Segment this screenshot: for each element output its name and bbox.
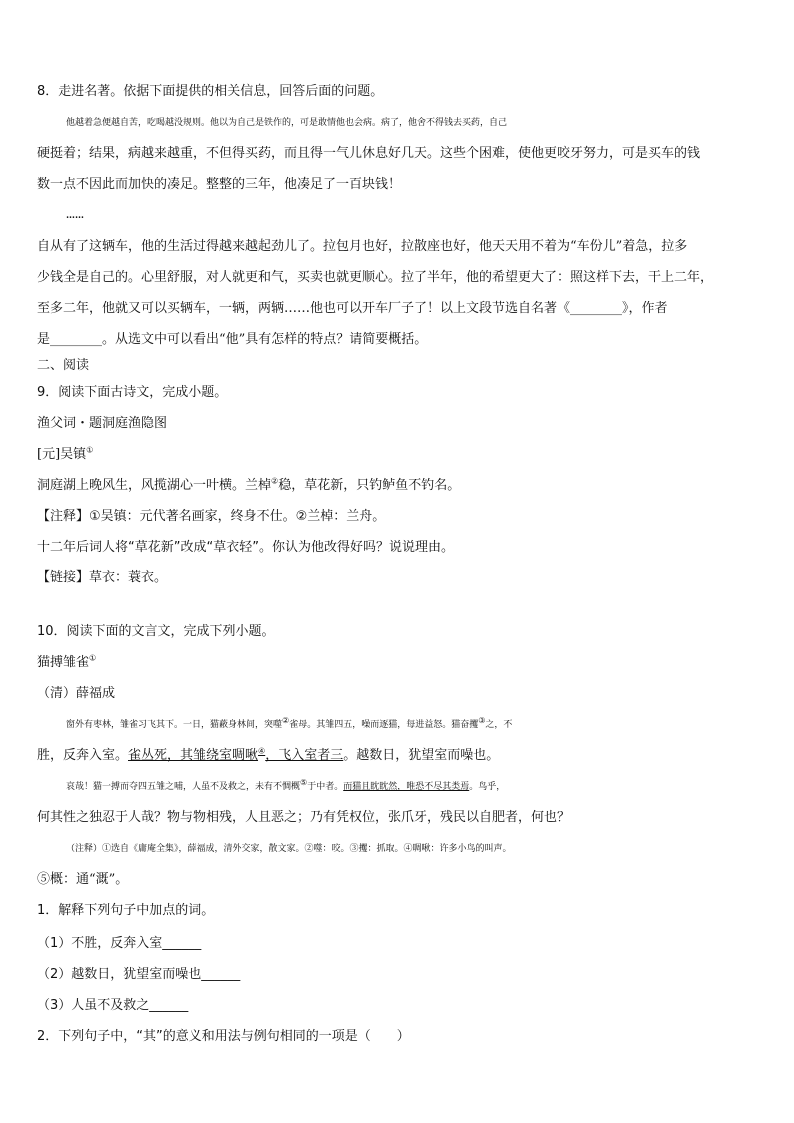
footnote-marker: ③ — [478, 716, 486, 725]
poem-verse: 洞庭湖上晚风生，风揽湖心一叶横。兰棹②稳，草花新，只钓鲈鱼不钓名。 — [37, 476, 461, 493]
poem-title: 渔父词・题洞庭渔隐图 — [37, 416, 168, 431]
q8-passage-line: 至多二年，他就又可以买辆车，一辆，两辆……他也可以开车厂子了！以上文段节选自名著《________》，作者 — [37, 301, 668, 316]
q8-title: 8．走进名著。依据下面提供的相关信息，回答后面的问题。 — [37, 84, 384, 99]
q10-notes: （注释）①选自《庸庵全集》，薛福成，清外交家，散文家。②噬：咬。③攫：抓取。④啁啾：许多小鸟的叫声。 — [66, 844, 512, 854]
classical-text-line: 窗外有枣林，雏雀习飞其下。一日，猫蔽身林间，突噬②雀母。其雏四五，噪而逐猫，每进益怒。猫奋攫③之，不 — [66, 716, 513, 730]
q9-question: 十二年后词人将“草花新”改成“草衣轻”。你认为他改得好吗？说说理由。 — [37, 540, 454, 555]
classical-text-title: 猫搏雏雀① — [37, 653, 97, 670]
section-heading: 二、阅读 — [37, 358, 90, 373]
q10-title: 10．阅读下面的文言文，完成下列小题。 — [37, 624, 275, 639]
q8-passage-line: 数一点不因此而加快的凑足。整整的三年，他凑足了一百块钱！ — [37, 177, 402, 192]
footnote-marker: ⑤ — [300, 778, 308, 787]
footnote-marker: ① — [86, 445, 94, 455]
classical-text-line: 哀哉！猫一搏而夺四五雏之哺，人虽不及救之，未有不惆概⑤于中者。而猫且眈眈然，唯恐不尽其类焉。鸟乎， — [66, 778, 506, 792]
classical-text-line: 何其性之独忍于人哉？物与物相残，人且恶之；乃有凭权位，张爪牙，残民以自肥者，何也？ — [37, 810, 571, 825]
q9-annotation: 【注释】①吴镇：元代著名画家，终身不仕。②兰棹：兰舟。 — [37, 509, 386, 524]
sub-question-item: （1）不胜，反奔入室______ — [37, 936, 202, 951]
underlined-sentence: 雀丛死，其雏绕室啁啾 — [128, 748, 259, 763]
poem-author: [元]吴镇① — [37, 445, 94, 462]
footnote-marker: ④ — [258, 746, 266, 756]
q8-passage-line: 自从有了这辆车，他的生活过得越来越起劲儿了。拉包月也好，拉散座也好，他天天用不着为“车份儿”着急，拉多 — [37, 239, 688, 254]
sub-question-2-title: 2．下列句子中，“其”的意义和用法与例句相同的一项是（ ） — [37, 1029, 410, 1044]
q10-notes: ⑤概：通“溉”。 — [37, 872, 129, 887]
q9-title: 9．阅读下面古诗文，完成小题。 — [37, 385, 228, 400]
underlined-sentence: 而猫且眈眈然，唯恐不尽其类焉 — [343, 782, 470, 792]
q8-ellipsis: …… — [66, 211, 84, 221]
q8-passage-line: 硬挺着；结果，病越来越重，不但得买药，而且得一气儿休息好几天。这些个困难，使他更咬牙努力，可是买车的钱 — [37, 146, 701, 161]
sub-question-item: （2）越数日，犹望室而噪也______ — [37, 967, 241, 982]
q8-passage-line: 他越着急便越自苦，吃喝越没规则。他以为自己是铁作的，可是敢情他也会病。病了，他舍不得钱去买药，自己 — [66, 118, 508, 128]
underlined-sentence: ，飞入室者三 — [265, 748, 344, 763]
footnote-marker: ② — [282, 716, 290, 725]
footnote-marker: ② — [271, 476, 279, 486]
classical-text-author: （清）薛福成 — [37, 686, 116, 701]
sub-question-item: （3）人虽不及救之______ — [37, 998, 189, 1013]
q8-question-line: 是________。从选文中可以看出“他”具有怎样的特点？请简要概括。 — [37, 332, 428, 347]
classical-text-line: 胜，反奔入室。雀丛死，其雏绕室啁啾④，飞入室者三。越数日，犹望室而噪也。 — [37, 746, 500, 763]
q9-link: 【链接】草衣：蓑衣。 — [37, 570, 168, 585]
sub-question-1-title: 1．解释下列句子中加点的词。 — [37, 903, 215, 918]
q8-passage-line: 少钱全是自己的。心里舒服，对人就更和气，买卖也就更顺心。拉了半年，他的希望更大了：照这样下去，干上二年， — [37, 270, 714, 285]
footnote-marker: ① — [89, 653, 97, 663]
